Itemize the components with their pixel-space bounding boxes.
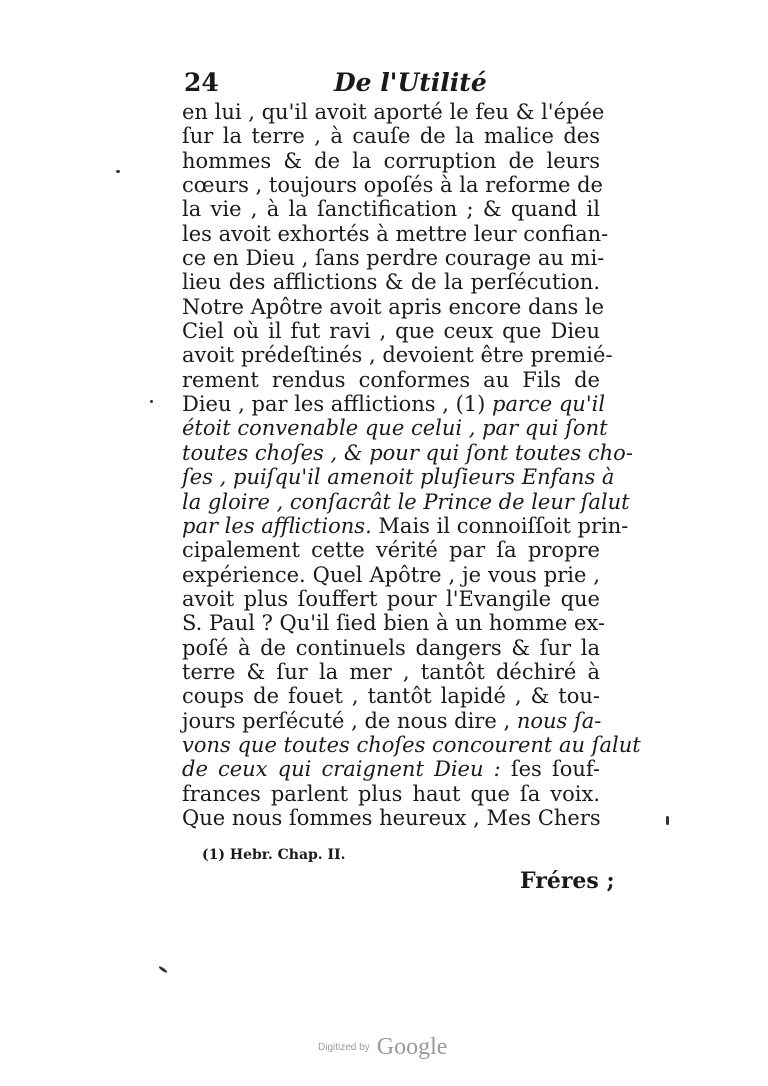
running-head: [184, 68, 604, 102]
digitized-watermark: [318, 1034, 447, 1061]
text-line: coups de fouet , tantôt lapidé , & tou-: [182, 684, 600, 709]
watermark-brand-logo: Google: [376, 1034, 448, 1060]
ink-speck: [116, 170, 120, 173]
text-line: lieu des afflictions & de la perſécution.: [182, 270, 600, 295]
text-line: hommes & de la corruption de leurs: [182, 148, 600, 173]
text-segment-roman: jours perſécuté , de nous dire ,: [182, 708, 511, 733]
text-segment-roman: Dieu , par les afflictions , (1): [182, 392, 486, 417]
text-segment-italic: parce qu'il: [492, 392, 606, 417]
ink-speck: [158, 965, 168, 973]
text-line: avoit plus ſouffert pour l'Evangile que: [182, 586, 600, 611]
text-line: [182, 513, 629, 538]
text-line: en lui , qu'il avoit aporté le feu & l'épée: [182, 100, 605, 124]
page-number: 24: [184, 68, 219, 97]
text-line: poſé à de continuels dangers & ſur la: [182, 635, 600, 660]
text-line: [182, 709, 600, 733]
running-title: De l'Utilité: [334, 68, 487, 97]
text-segment-italic: par les afflictions.: [182, 513, 372, 538]
ink-speck: [150, 400, 153, 403]
text-line: S. Paul ? Qu'il ſied bien à un homme ex-: [182, 611, 606, 636]
text-line: terre & ſur la mer , tantôt déchiré à: [182, 659, 600, 684]
text-line: toutes choſes , & pour qui ſont toutes cho-: [182, 440, 633, 465]
text-line: Notre Apôtre avoit apris encore dans le: [182, 294, 605, 319]
text-segment-roman: ſes ſouf-: [500, 757, 601, 782]
body-text: [182, 100, 641, 830]
text-line: la vie , à la ſanctification ; & quand il: [182, 197, 600, 222]
text-line: [182, 757, 600, 781]
text-line: cipalement cette vérité par ſa propre: [182, 538, 600, 563]
text-segment-italic: de ceux qui craignent Dieu :: [182, 757, 501, 782]
text-segment-roman: Mais il connoiſſoit prin-: [371, 513, 629, 538]
text-line: étoit convenable que celui , par qui ſont: [182, 416, 608, 441]
text-line: frances parlent plus haut que ſa voix.: [182, 781, 600, 806]
watermark-prefix: Digitized by: [318, 1042, 370, 1053]
text-line: les avoit exhortés à mettre leur confian-: [182, 221, 609, 246]
catchword: Fréres ;: [520, 868, 615, 894]
text-segment-italic: nous ſa-: [516, 708, 602, 733]
text-line: [182, 392, 606, 417]
text-line: expérience. Quel Apôtre , je vous prie ,: [182, 562, 600, 587]
text-line: ſes , puiſqu'il amenoit pluſieurs Enfans à: [182, 465, 615, 490]
text-line: Que nous ſommes heureux , Mes Chers: [182, 805, 601, 830]
text-line: Ciel où il fut ravi , que ceux que Dieu: [182, 319, 600, 344]
text-line: avoit prédeſtinés , devoient être premié-: [182, 343, 613, 368]
footnote: (1) Hebr. Chap. II.: [202, 847, 346, 863]
text-line: vons que toutes choſes concourent au ſalut: [182, 732, 641, 757]
ink-speck: [666, 816, 669, 825]
text-line: ſur la terre , à cauſe de la malice des: [182, 124, 600, 149]
text-line: cœurs , toujours opoſés à la reforme de: [182, 173, 603, 198]
text-line: ce en Dieu , ſans perdre courage au mi-: [182, 246, 605, 271]
text-line: rement rendus conformes au Fils de: [182, 367, 600, 392]
text-line: la gloire , conſacrât le Prince de leur ſalut: [182, 489, 630, 514]
